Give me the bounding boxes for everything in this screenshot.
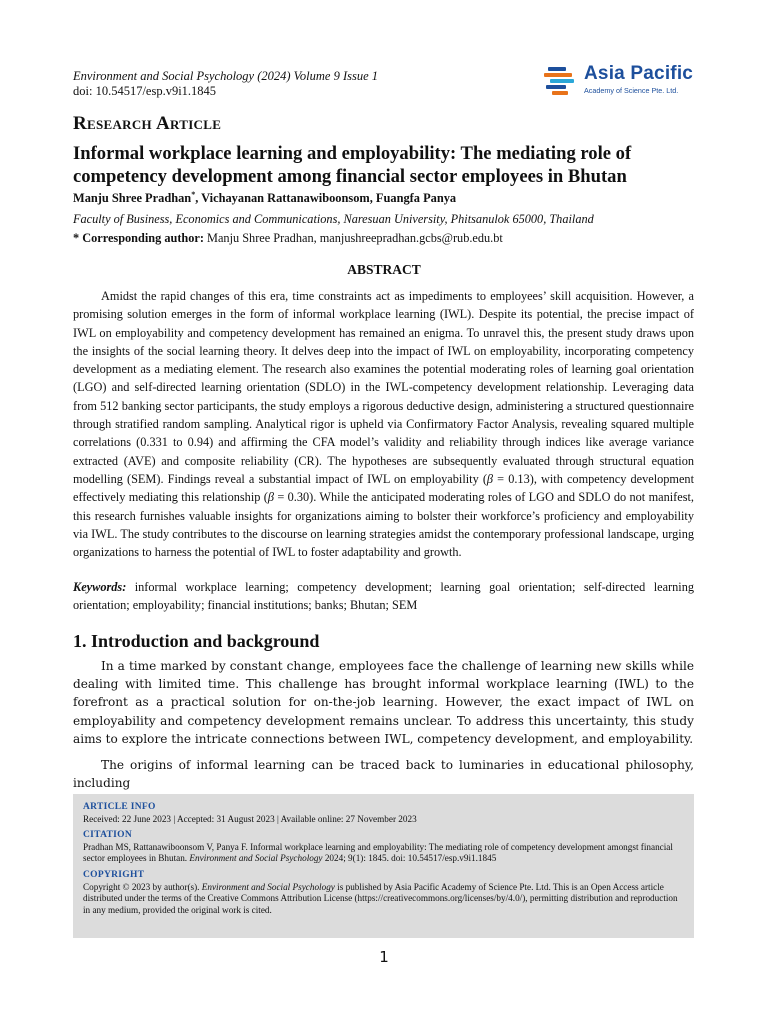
author-first: Manju Shree Pradhan — [73, 191, 192, 206]
logo-stripes-icon — [544, 67, 576, 95]
abstract-part-1: Amidst the rapid changes of this era, time constraints act as impediments to employees’ skill acquisition. However, a promising solution emerges in the form of informal workplace learning (IWL). Despite its potential, the precise impact of IWL on employability and competency development has remained an enigma. To unravel this, the present study draws upon the insights of the social learning theory. It delves deep into the impact of IWL on employability, incorporating competency development as a mediating element. The research also examines the potential moderating roles of learning goal orientation (LGO) and self-directed learning orientation (SDLO) in the IWL-competency development relationship. Leveraging data from 512 banking sector participants, the study employs a rigorous deductive design, administering a structured questionnaire through stratified random sampling. Analytical rigor is upheld via Confirmatory Factor Analysis, revealing squared multiple correlations (0.331 to 0.94) and affirming the CFA model’s validity and reliability through indices like average variance extracted (AVE) and composite reliability (CR). The hypotheses are subsequently evaluated through structural equation modelling (SEM). Findings reveal a substantial impact of IWL on employability ( — [73, 289, 694, 486]
corresponding-text: Manju Shree Pradhan, manjushreepradhan.gcbs@rub.edu.bt — [203, 231, 503, 245]
beta-symbol: β — [267, 490, 274, 505]
copyright-part: is published by Asia Pacific Academy of Science Pte. Ltd. This is an Open Access article distributed under the terms of the Creative Commons Attribution License (https://creativecommons.org/licenses/by/4.0/), permitting distribution and reproduction in any medium, provided the original work is cited. — [83, 881, 678, 915]
copyright-part: Copyright © 2023 by author(s). — [83, 881, 202, 892]
corresponding-author — [73, 231, 503, 246]
article-info-heading: ARTICLE INFO — [83, 802, 156, 812]
page-number: 1 — [379, 948, 389, 966]
doi: doi: 10.54517/esp.v9i1.1845 — [73, 84, 217, 98]
abstract-body — [73, 287, 694, 561]
copyright-heading: COPYRIGHT — [83, 869, 145, 880]
logo-name: Asia Pacific — [584, 63, 694, 84]
citation-part: Pradhan MS, Rattanawiboonsom V, Panya F. Informal workplace learning and employability: The mediating role of competency development amongst financial sector employees in Bhutan. — [83, 841, 673, 864]
section-heading: 1. Introduction and background — [73, 631, 320, 651]
corresponding-mark: * — [191, 190, 196, 199]
author-list — [73, 190, 456, 206]
intro-body — [73, 657, 694, 792]
abstract-heading: ABSTRACT — [347, 262, 421, 277]
citation-text — [83, 842, 684, 865]
publisher-logo — [544, 64, 694, 100]
logo-subtitle: Academy of Science Pte. Ltd. — [584, 86, 679, 95]
intro-paragraph: The origins of informal learning can be traced back to luminaries in educational philosophy, including — [73, 758, 694, 791]
corresponding-label: * Corresponding author: — [73, 231, 204, 245]
article-info-box — [73, 794, 694, 938]
abstract-part-2: = 0.13), with competency development effectively mediating this relationship ( — [73, 471, 695, 505]
intro-paragraph: In a time marked by constant change, employees face the challenge of learning new skills while dealing with limited time. This challenge has brought informal workplace learning (IWL) to the forefront as a practical solution for on-the-job learning. However, the exact impact of IWL on employability and competency development remains unclear. To address this uncertainty, this study aims to explore the intricate connections between IWL, competency development, and employability. — [73, 659, 694, 746]
keywords-label: Keywords: — [73, 580, 127, 594]
paper-title: Informal workplace learning and employability: The mediating role of competency development among financial sector employees in Bhutan — [73, 143, 632, 187]
keywords-text: informal workplace learning; competency development; learning goal orientation; self-directed learning orientation; employability; financial institutions; banks; Bhutan; SEM — [73, 580, 694, 613]
citation-heading: CITATION — [83, 830, 133, 841]
article-type: Research Article — [73, 113, 222, 134]
keywords — [73, 578, 694, 615]
beta-symbol: β — [486, 471, 494, 486]
journal-name: Environment and Social Psychology (2024) Volume 9 Issue 1 — [73, 69, 379, 83]
abstract-part-3: = 0.30). While the anticipated moderating roles of LGO and SDLO do not manifest, this research furnishes valuable insights for organizations aiming to bolster their workforce’s proficiency and employability via IWL. The study contributes to the discourse on learning strategies amidst the contemporary professional landscape, urging organizations to harness the potential of IWL to foster adaptability and growth. — [73, 490, 694, 560]
article-info-dates: Received: 22 June 2023 | Accepted: 31 August 2023 | Available online: 27 November 2023 — [83, 813, 417, 824]
citation-journal: Environment and Social Psychology — [189, 853, 323, 864]
copyright-text — [83, 882, 684, 917]
affiliation: Faculty of Business, Economics and Communications, Naresuan University, Phitsanulok 65000, Thailand — [73, 212, 594, 226]
copyright-journal: Environment and Social Psychology — [201, 881, 335, 892]
citation-part: 2024; 9(1): 1845. doi: 10.54517/esp.v9i1.1845 — [322, 853, 497, 864]
author-rest: , Vichayanan Rattanawiboonsom, Fuangfa Panya — [195, 191, 457, 206]
